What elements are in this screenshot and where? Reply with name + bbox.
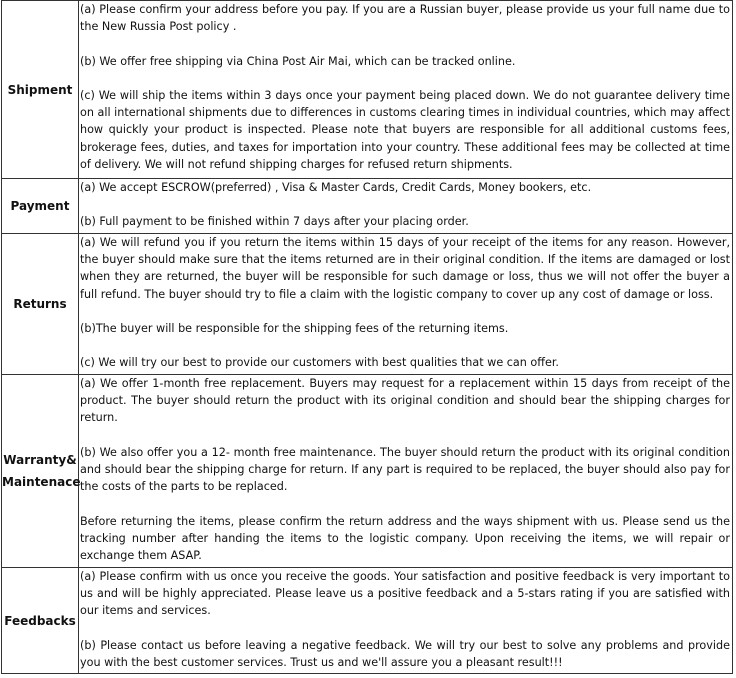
payment-row (2, 179, 733, 234)
shipment-content (79, 1, 733, 179)
warranty-paragraph-c: Before returning the items, please confirm the return address and the ways shipment with us. Please send us the tracking number after handing the items to the logistic company. Upon receiving the items, we will repair or exchange them ASAP. (80, 514, 730, 562)
warranty-label-line1: Warranty& (3, 453, 77, 467)
store-policy-table (1, 0, 733, 674)
returns-label: Returns (2, 234, 79, 375)
payment-label: Payment (2, 179, 79, 234)
returns-row (2, 234, 733, 375)
returns-paragraph-a: (a) We will refund you if you return the items within 15 days of your receipt of the items for any reason. However, the buyer should make sure that the items returned are in their original condition. If the items are damaged or lost when they are returned, the buyer will be responsible for such damage or loss, thus we will not offer the buyer a full refund. The buyer should try to file a claim with the logistic company to cover up any cost of damage or loss. (80, 236, 730, 301)
warranty-label (2, 375, 79, 568)
returns-paragraph-b: (b)The buyer will be responsible for the shipping fees of the returning items. (80, 322, 509, 335)
feedbacks-content (79, 568, 733, 674)
feedbacks-row (2, 568, 733, 674)
feedbacks-paragraph-b: (b) Please contact us before leaving a negative feedback. We will try our best to solve any problems and provide you with the best customer services. Trust us and we'll assure you a pleasant result!!! (80, 638, 730, 669)
warranty-label-line2: Maintenace (2, 475, 81, 489)
warranty-row (2, 375, 733, 568)
warranty-content (79, 375, 733, 568)
payment-content (79, 179, 733, 234)
feedbacks-paragraph-a: (a) Please confirm with us once you receive the goods. Your satisfaction and positive feedback is very important to us and will be highly appreciated. Please leave us a positive feedback and a 5-stars rating if you are satisfied with our items and services. (80, 570, 730, 618)
shipment-paragraph-a: (a) Please confirm your address before you pay. If you are a Russian buyer, please provide us your full name due to the New Russia Post policy . (80, 3, 730, 34)
shipment-label: Shipment (2, 1, 79, 179)
payment-paragraph-b: (b) Full payment to be finished within 7 days after your placing order. (80, 215, 469, 229)
shipment-row (2, 1, 733, 179)
returns-paragraph-c: (c) We will try our best to provide our customers with best qualities that we can offer. (80, 356, 559, 370)
feedbacks-label: Feedbacks (2, 568, 79, 674)
shipment-paragraph-c: (c) We will ship the items within 3 days once your payment being placed down. We do not guarantee delivery time on all international shipments due to differences in customs clearing times in individual countries, which may affect how quickly your product is inspected. Please note that buyers are responsible for all additional customs fees, brokerage fees, duties, and taxes for importation into your country. These additional fees may be collected at time of delivery. We will not refund shipping charges for refused return shipments. (80, 88, 730, 171)
warranty-paragraph-a: (a) We offer 1-month free replacement. Buyers may request for a replacement within 15 days from receipt of the product. The buyer should return the product with its original condition and should bear the shipping charges for return. (80, 377, 730, 425)
shipment-paragraph-b: (b) We offer free shipping via China Post Air Mai, which can be tracked online. (80, 54, 516, 68)
warranty-paragraph-b: (b) We also offer you a 12- month free maintenance. The buyer should return the product with its original condition and should bear the shipping charge for return. If any part is required to be replaced, the buyer should also pay for the costs of the parts to be replaced. (80, 445, 730, 494)
returns-content (79, 234, 733, 375)
payment-paragraph-a: (a) We accept ESCROW(preferred) , Visa & Master Cards, Credit Cards, Money bookers, etc. (80, 181, 592, 194)
